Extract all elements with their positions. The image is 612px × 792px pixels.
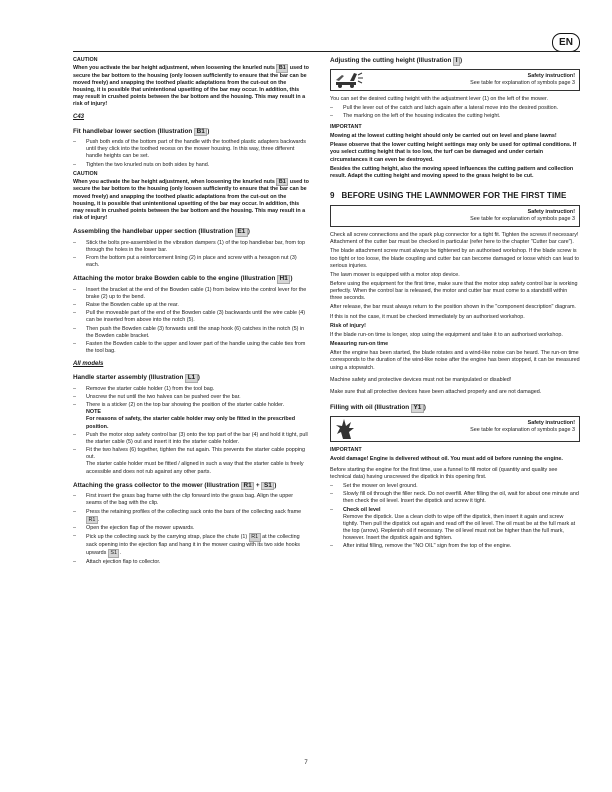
list-item: – Open the ejection flap of the mower upwards. xyxy=(73,525,309,532)
list-item: – Pull the moveable part of the end of the Bowden cable (3) backwards until the wire cable (4) can be inserted from above into the notch (5). xyxy=(73,310,309,324)
list-item: – Slowly fill oil through the filler neck. Do not overfill. After filling the oil, wait for about one minute and then check the oil level. Insert the dipstick and screw it tight. xyxy=(330,491,580,505)
safety-title: Safety instruction! xyxy=(527,209,575,216)
list-item: – Push both ends of the bottom part of the handle with the toothed plastic adapters backwards until they click into the toothed recess on the mower housing. In this way, three different handle heights can be set. xyxy=(73,139,309,160)
list-item: – Pull the lever out of the catch and latch again after a lateral move into the desired position. xyxy=(330,105,580,112)
paragraph: The lawn mower is equipped with a motor stop device. xyxy=(330,271,460,278)
safety-text: See table for explanation of symbols page 3 xyxy=(470,216,575,223)
list-item: – There is a sticker (2) on the top bar showing the position of the starter cable holder. NOTE For reasons of safety, the starter cable holder may only be fitted in the prescribed position. xyxy=(73,402,309,431)
list-item: – Attach ejection flap to collector. xyxy=(73,559,309,566)
paragraph: Before using the equipment for the first time, make sure that the motor stop safety control bar is working perfectly. When the control bar is released, the motor and cutter bar must come to a standstill within three seconds. xyxy=(330,281,578,302)
list-item: – Then push the Bowden cable (3) forwards until the snap hook (6) catches in the notch (5) in the Bowden cable bracket. xyxy=(73,326,309,340)
fire-hazard-icon xyxy=(334,418,364,440)
caution-block xyxy=(73,57,309,108)
important-text: Avoid damage! Engine is delivered without oil. You must add oil before running the engine. xyxy=(330,455,563,462)
list-item: – Remove the starter cable holder (1) from the tool bag. xyxy=(73,386,309,393)
paragraph: After release, the bar must always return to the position shown in the "component description" diagram. xyxy=(330,304,576,311)
paragraph: Check all screw connections and the spark plug connector for a tight fit. Tighten the screws if necessary! Attachment of the cutter bar must be checked in particular (refer here to the chapter "Cutter bar care"). xyxy=(330,232,579,246)
illustration-tag-i: I xyxy=(453,57,460,66)
caution-text: When you activate the bar height adjustment, when loosening the knurled nuts xyxy=(73,65,275,72)
paragraph: You can set the desired cutting height with the adjustment lever (1) on the left of the mower. xyxy=(330,95,548,102)
safety-instruction-box xyxy=(330,416,580,442)
safety-instruction-box xyxy=(330,69,580,91)
list-item: – From the bottom put a reinforcement lining (2) in place and screw with a hexagon nut (3) each. xyxy=(73,255,309,269)
illustration-tag-r1: R1 xyxy=(86,516,98,525)
note-text: For reasons of safety, the starter cable holder may only be fitted in the prescribed position. xyxy=(86,416,295,430)
safety-title: Safety instruction! xyxy=(527,419,575,426)
important-text: Please observe that the lower cutting height settings may only be used for optimal conditions. If you select cutting height that is too low, the turf can be damaged and under certain circumstances it can even be destroyed. xyxy=(330,142,577,163)
caution-label: CAUTION xyxy=(73,170,98,177)
illustration-tag-l1: L1 xyxy=(185,374,197,383)
safety-text: See table for explanation of symbols page 3 xyxy=(470,79,575,86)
paragraph: Machine safety and protective devices must not be manipulated or disabled! xyxy=(330,376,512,383)
illustration-tag-b1: B1 xyxy=(276,178,288,187)
section-heading-oil: Filling with oil (Illustration Y1 ) xyxy=(330,404,426,412)
language-badge: EN xyxy=(552,33,580,52)
caution-text: used to secure the bar bottom to the housing (only loosen sufficiently to ensure that the bar can be moved freely) and snapping the toothed plastic adaptations from the cut-out on the housing, it is possible that unintentional upsetting of the bar may occur. In addition, this may result in crushed points between the bar bottom and the housing. This may result in a risk of injury! xyxy=(73,178,309,221)
instruction-list xyxy=(73,139,309,169)
all-models-heading: All models xyxy=(73,361,104,368)
paragraph: The blade attachment screw must always be tightened by an authorised workshop. If the blade screw is too tight or too loose, the blade coupling and cutter bar can become damaged or loose which can lead to serious injuries. xyxy=(330,248,580,269)
important-text: Mowing at the lowest cutting height should only be carried out on level and plane lawns! xyxy=(330,133,557,140)
paragraph: Before starting the engine for the first time, use a funnel to fill motor oil (quantity and quality see technical data) having unscrewed the dipstick in this opening first. xyxy=(330,466,558,480)
important-label: IMPORTANT xyxy=(330,123,362,130)
instruction-list xyxy=(73,386,309,476)
section-heading-9: 9 BEFORE USING THE LAWNMOWER FOR THE FIRST TIME xyxy=(330,191,567,201)
risk-label: Risk of injury! xyxy=(330,322,366,329)
important-label: IMPORTANT xyxy=(330,446,362,453)
list-item: – First insert the grass bag frame with the clip forward into the grass bag. Align the upper seams of the bag with the clip. xyxy=(73,493,309,507)
illustration-tag-s1: S1 xyxy=(108,549,120,558)
hand-hazard-icon xyxy=(334,71,364,89)
check-oil-label: Check oil level xyxy=(343,506,381,513)
section-heading-fit-lower: Fit handlebar lower section (Illustration B1 ) xyxy=(73,127,210,135)
list-item: – Unscrew the nut until the two halves can be pushed over the bar. xyxy=(73,394,309,401)
instruction-list xyxy=(330,105,580,120)
runon-label: Measuring run-on time xyxy=(330,341,389,348)
illustration-tag-r1: R1 xyxy=(249,533,261,542)
section-heading-cutting-height: Adjusting the cutting height (Illustration I ) xyxy=(330,57,463,64)
header-rule xyxy=(73,51,580,52)
list-item: – Press the retaining profiles of the collecting sack onto the bars of the collecting sack frame R1 . xyxy=(73,509,309,525)
paragraph: If the blade run-on time is longer, stop using the equipment and take it to an authorised workshop. xyxy=(330,331,563,338)
section-heading-bowden: Attaching the motor brake Bowden cable to the engine (Illustration H1 ) xyxy=(73,275,293,283)
safety-text: See table for explanation of symbols page 3 xyxy=(470,426,575,433)
safety-instruction-box xyxy=(330,205,580,227)
right-column xyxy=(330,57,580,553)
left-column xyxy=(73,57,309,568)
illustration-tag-b1: B1 xyxy=(194,128,207,137)
illustration-tag-s1: S1 xyxy=(261,482,274,491)
caution-text: used to secure the bar bottom to the housing (only loosen sufficiently to ensure that the bar can be moved freely) and snapping the toothed plastic adaptations from the cut-out on the housing, it is possible that unintentional upsetting of the bar may occur. In addition, this may result in crushed points between the bar bottom and the housing. This may result in a risk of injury! xyxy=(73,65,309,108)
list-item: – Stick the bolts pre-assembled in the vibration dampers (1) of the top handlebar bar, from top through the holes in the lower bar. xyxy=(73,240,309,254)
model-heading-c43: C43 xyxy=(73,114,85,121)
caution-block xyxy=(73,171,309,222)
section-heading-upper: Assembling the handlebar upper section (Illustration E1 ) xyxy=(73,228,250,236)
list-item: – The marking on the left of the housing indicates the cutting height. xyxy=(330,113,580,120)
caution-text: When you activate the bar height adjustment, when loosening the knurled nuts xyxy=(73,178,275,185)
instruction-list xyxy=(73,493,309,565)
section-heading-starter: Handle starter assembly (Illustration L1 ) xyxy=(73,374,200,382)
instruction-list xyxy=(73,287,309,355)
paragraph: After the engine has been started, the blade rotates and a wind-like noise can be heard. The run-on time corresponds to the duration of the wind-like noise after the engine has been stopped, it can be measured using a stopwatch. xyxy=(330,350,580,371)
page-number: 7 xyxy=(304,760,308,766)
starter-after-text: The starter cable holder must be fitted / aligned in such a way that the starter cable is freely accessible and does not rub against any other parts. xyxy=(86,461,304,475)
list-item: – Push the motor stop safety control bar (3) onto the top part of the bar (4) and hold it tight, pull the starter cable (5) out and insert it into the starter cable holder. xyxy=(73,432,309,446)
safety-title: Safety instruction! xyxy=(527,72,575,79)
list-item: – After initial filling, remove the "NO OIL" sign from the top of the engine. xyxy=(330,543,580,550)
list-item: – Tighten the two knurled nuts on both sides by hand. xyxy=(73,162,309,169)
note-label: NOTE xyxy=(86,409,101,416)
list-item: – Pick up the collecting sack by the carrying strap, place the chute (1) R1 at the collecting sack opening into the ejection flap and hang it in the mower casing with its two side hooks upwards S1 . xyxy=(73,533,309,557)
illustration-tag-y1: Y1 xyxy=(411,404,424,413)
instruction-list xyxy=(73,240,309,270)
illustration-tag-h1: H1 xyxy=(277,275,290,284)
list-item: – Fasten the Bowden cable to the upper and lower part of the handle using the cable ties from the tool bag. xyxy=(73,341,309,355)
list-item: – Raise the Bowden cable up at the rear. xyxy=(73,302,309,309)
paragraph: Make sure that all protective devices have been attached properly and are not damaged. xyxy=(330,388,542,395)
list-item: – Set the mower on level ground. xyxy=(330,483,580,490)
list-item: – Fit the two halves (6) together, tighten the nut again. This prevents the starter cable popping out. The starter cable holder must be fitted / aligned in such a way that the starter cable is freely accessible and does not rub against any other parts. xyxy=(73,447,309,476)
section-heading-grass: Attaching the grass collector to the mower (Illustration R1 + S1 ) xyxy=(73,481,277,489)
illustration-tag-e1: E1 xyxy=(235,228,248,237)
illustration-tag-b1: B1 xyxy=(276,64,288,73)
list-item: – Insert the bracket at the end of the Bowden cable (1) from below into the control lever for the brake (2) up to the bend. xyxy=(73,287,309,301)
caution-label: CAUTION xyxy=(73,57,98,63)
paragraph: If this is not the case, it must be checked immediately by an authorised workshop. xyxy=(330,313,525,320)
list-item: – Check oil level Remove the dipstick. Use a clean cloth to wipe off the dipstick, then insert it again and screw tightly. Then pull the dipstick out again and read off the oil level. The oil must be at the full mark at the top (arrow). Replenish oil if necessary. The oil level must not be higher than the full mark, however. Insert the dipstick again and tighten. xyxy=(330,507,580,543)
illustration-tag-r1: R1 xyxy=(241,482,254,491)
important-text: Besides the cutting height, also the moving speed influences the cutting pattern and collection result. Adapt the cutting height and moving speed to the grass height to be cut. xyxy=(330,165,574,179)
instruction-list xyxy=(330,483,580,550)
